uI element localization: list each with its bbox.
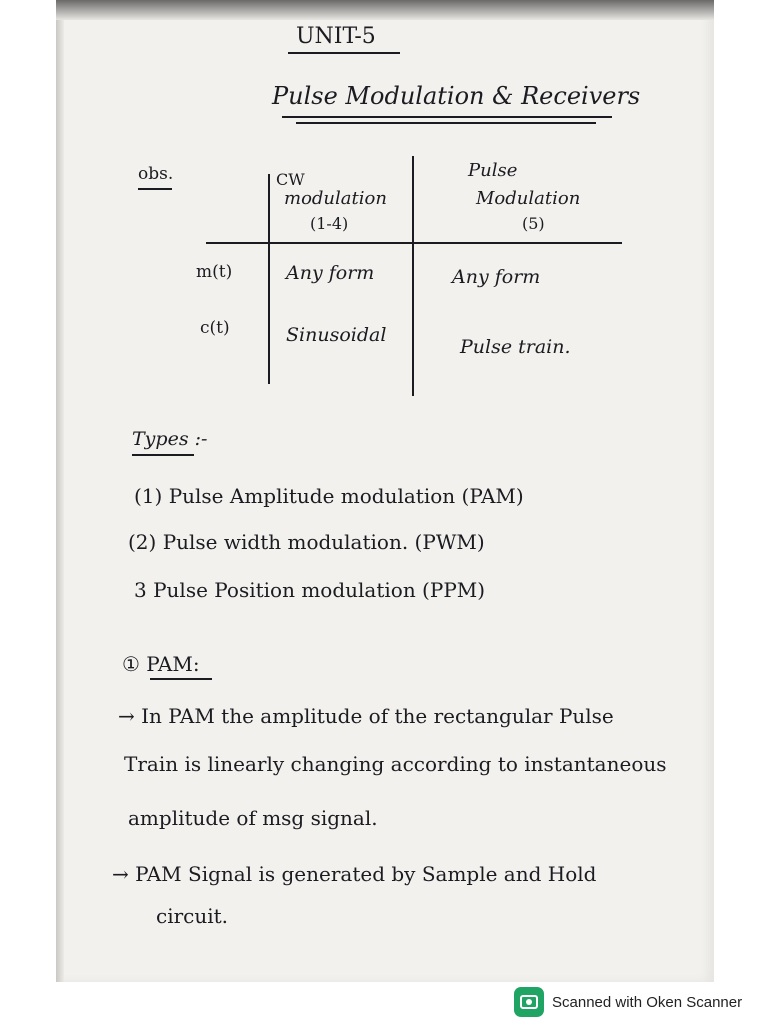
pam-bullet-1-line-3: amplitude of msg signal. <box>128 806 378 830</box>
unit-title-underline <box>288 52 400 54</box>
pam-bullet-1-line-1: → In PAM the amplitude of the rectangular Pulse <box>118 704 614 728</box>
types-item-3: 3 Pulse Position modulation (PPM) <box>134 578 486 602</box>
types-heading-underline <box>132 454 194 456</box>
pam-bullet-2-line-1: → PAM Signal is generated by Sample and Hold <box>112 862 597 886</box>
table-col1-header-line2: modulation <box>284 188 387 209</box>
table-col2-header-line1: Pulse <box>468 160 518 181</box>
table-row-2-label: c(t) <box>200 318 230 338</box>
page-spine-shadow <box>56 0 64 982</box>
page-top-edge <box>56 0 714 20</box>
table-col1-header-line1: CW <box>276 170 305 189</box>
table-row-1-pulse: Any form <box>452 266 541 288</box>
scanner-watermark <box>514 985 768 1019</box>
page-title: Pulse Modulation & Receivers <box>272 82 641 110</box>
pam-bullet-1-line-2: Train is linearly changing according to instantaneous <box>124 752 667 776</box>
oken-scanner-logo-icon <box>514 987 544 1017</box>
page-title-underline-2 <box>296 122 596 124</box>
pam-heading: ① PAM: <box>122 652 200 676</box>
types-item-2: (2) Pulse width modulation. (PWM) <box>128 530 485 554</box>
table-obs-label: obs. <box>138 164 174 184</box>
table-col1-header-line3: (1-4) <box>310 214 349 233</box>
pam-heading-underline <box>150 678 212 680</box>
page-title-underline-1 <box>282 116 612 118</box>
types-item-1: (1) Pulse Amplitude modulation (PAM) <box>134 484 524 508</box>
obs-underline <box>138 188 172 190</box>
types-heading: Types :- <box>132 428 208 450</box>
table-col2-header-line2: Modulation <box>476 188 581 209</box>
table-row-1-cw: Any form <box>286 262 375 284</box>
table-col1-divider <box>268 174 270 384</box>
table-col2-divider <box>412 156 414 396</box>
table-col2-header-line3: (5) <box>522 214 545 233</box>
table-row-2-cw: Sinusoidal <box>286 324 387 346</box>
pam-bullet-2-line-2: circuit. <box>156 904 229 928</box>
table-row-2-pulse: Pulse train. <box>460 336 571 358</box>
table-row-1-label: m(t) <box>196 262 233 282</box>
unit-title: UNIT-5 <box>296 24 376 49</box>
scanner-label: Scanned with Oken Scanner <box>552 993 743 1011</box>
